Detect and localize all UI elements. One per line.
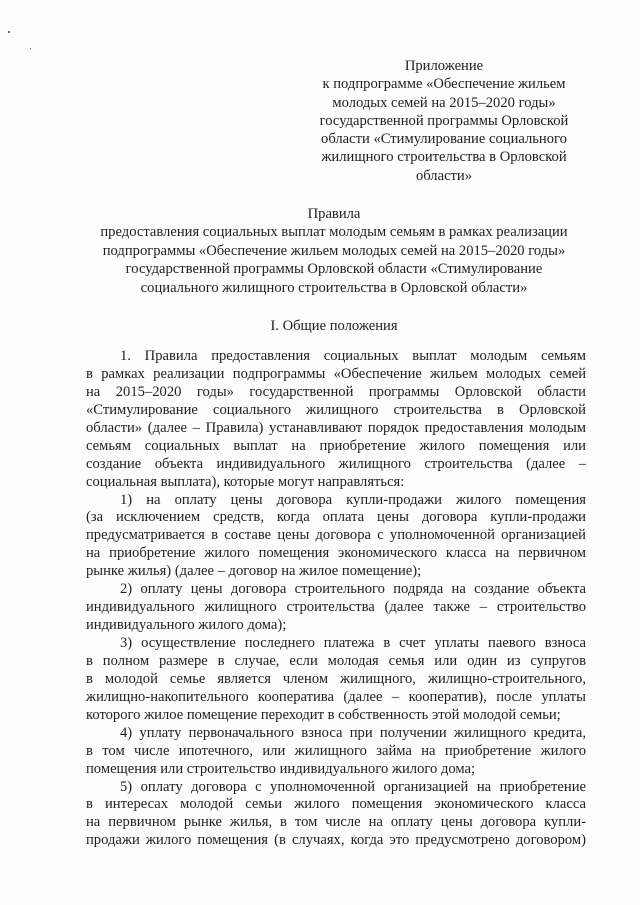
paragraph-line: создание объекта индивидуального жилищного строительства (далее – [86, 455, 586, 472]
paragraph-line: в том числе ипотечного, или жилищного займа на приобретение жилого [86, 742, 586, 759]
paragraph-line: социальная выплата), которые могут направляться: [86, 473, 405, 490]
paragraph-line: области» (далее – Правила) устанавливают порядок предоставления молодым [86, 419, 586, 436]
paragraph-line: 1) на оплату цены договора купли-продажи жилого помещения [120, 491, 586, 508]
scan-speck [8, 31, 10, 33]
appendix-line: молодых семей на 2015–2020 годы» [332, 94, 556, 111]
paragraph-line: семьям социальных выплат на приобретение жилого помещения или [86, 437, 586, 454]
title-line: социального жилищного строительства в Орловской области» [140, 279, 528, 296]
paragraph-line: 3) осуществление последнего платежа в счет уплаты паевого взноса [120, 635, 586, 651]
document-title [40, 205, 628, 297]
appendix-line: государственной программы Орловской [319, 112, 569, 129]
paragraph-line: продажи жилого помещения (в случаях, когда это предусмотрено договором) [86, 832, 586, 849]
paragraph-line: на 2015–2020 годы» государственной программы Орловской области [86, 383, 586, 400]
appendix-line: жилищного строительства в Орловской [321, 149, 567, 166]
paragraph-line: жилищно-накопительного кооператива (далее – кооператив), после уплаты [86, 688, 586, 705]
scan-speck [30, 48, 31, 49]
paragraph-line: индивидуального жилищного строительства (далее также – строительство [86, 599, 586, 616]
appendix-header [300, 57, 588, 185]
paragraph-line: 4) уплату первоначального взноса при получении жилищного кредита, [120, 724, 586, 741]
paragraph-line: в интересах молодой семьи жилого помещения экономического класса [86, 796, 586, 813]
paragraph-line: индивидуального жилого дома); [86, 617, 287, 634]
body-text [86, 348, 586, 850]
appendix-line: Приложение [404, 58, 484, 74]
title-line: государственной программы Орловской области «Стимулирование [125, 261, 543, 278]
paragraph-line: помещения или строительство индивидуального жилого дома; [86, 760, 476, 777]
paragraph-line: (за исключением средств, когда оплата цены договора купли-продажи [86, 509, 586, 526]
paragraph-line: в молодой семье является членом жилищного, жилищно-строительного, [86, 670, 586, 687]
paragraph-line: «Стимулирование социального жилищного строительства в Орловской [86, 401, 586, 418]
paragraph-line: на первичном рынке жилья, в том числе на оплату цены договора купли- [86, 814, 586, 831]
title-line: предоставления социальных выплат молодым семьям в рамках реализации [100, 224, 568, 241]
paragraph-line: 2) оплату цены договора строительного подряда на создание объекта [120, 581, 586, 598]
paragraph-line: на приобретение жилого помещения экономического класса на первичном [86, 545, 586, 562]
title-heading: Правила [307, 206, 361, 222]
appendix-line: к подпрограмме «Обеспечение жильем [322, 76, 566, 93]
paragraph-line: предусматривается в составе цены договора с уполномоченной организацией [86, 527, 586, 544]
paragraph-line: рынке жилья) (далее – договор на жилое помещение); [86, 563, 422, 580]
section-heading: I. Общие положения [270, 318, 398, 334]
paragraph-line: 5) оплату договора с уполномоченной организацией на приобретение [120, 778, 586, 795]
appendix-line: области» [415, 167, 473, 184]
paragraph-line: 1. Правила предоставления социальных выплат молодым семьям [120, 348, 586, 364]
paragraph-line: которого жилое помещение переходит в собственность этой молодой семьи; [86, 706, 561, 723]
paragraph-line: в полном размере в случае, если молодая семья или один из супругов [86, 652, 586, 669]
title-line: подпрограммы «Обеспечение жильем молодых семей на 2015–2020 годы» [102, 242, 566, 259]
paragraph-line: в рамках реализации подпрограммы «Обеспечение жильем молодых семей [86, 365, 586, 382]
appendix-line: области «Стимулирование социального [321, 131, 567, 148]
